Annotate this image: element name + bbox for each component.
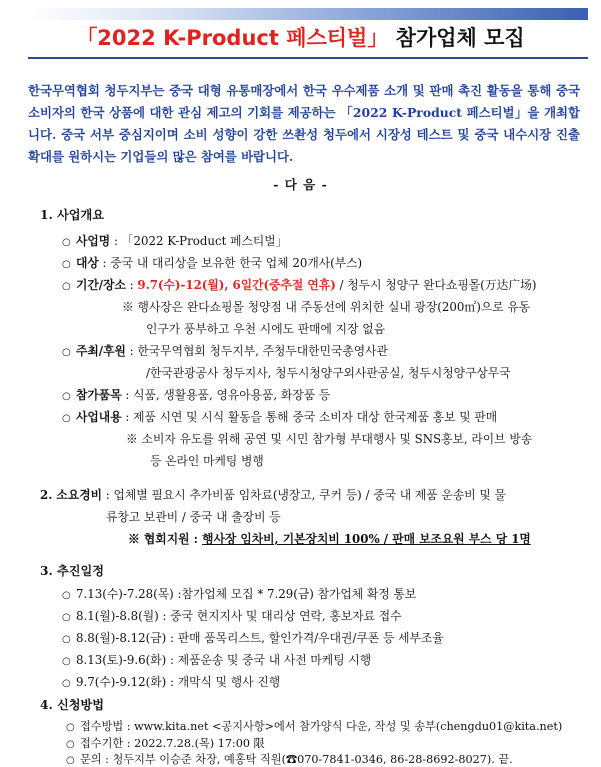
bullet-icon: ○ bbox=[66, 722, 75, 733]
bullet-icon: ○ bbox=[66, 755, 75, 766]
schedule-item bbox=[62, 607, 402, 624]
apply-item bbox=[66, 718, 562, 734]
s1-target-row bbox=[62, 254, 362, 271]
apply-item bbox=[66, 751, 513, 767]
s1-name-value: : 「2022 K-Product 페스티벌」 bbox=[110, 234, 288, 248]
s1-name-label: 사업명 bbox=[76, 234, 111, 248]
page-title bbox=[0, 22, 601, 52]
s1-period-place: / 청두시 청양구 완다쇼핑몰(万达广场) bbox=[335, 278, 537, 292]
s2-line2: 류창고 보관비 / 중국 내 출장비 등 bbox=[106, 510, 281, 524]
schedule-text: 8.13(토)-9.6(화) : 제품운송 및 중국 내 사전 마케팅 시행 bbox=[76, 653, 372, 667]
s1-period-label: 기간/장소 bbox=[76, 278, 126, 292]
s1-note1-line1: ※ 행사장은 완다쇼핑몰 청양점 내 주동선에 위치한 실내 광장(200㎡)으로 유동 bbox=[122, 300, 531, 314]
da-eum-heading: - 다 음 - bbox=[273, 177, 328, 192]
s1-host-line2: /한국관광공사 청두지사, 청두시청양구외사판공실, 청두시청양구상무국 bbox=[146, 366, 511, 380]
s2-support-label: ※ 협회지원 : bbox=[128, 532, 203, 546]
s1-note2-line1: ※ 소비자 유도를 위해 공연 및 시민 참가형 부대행사 및 SNS홍보, 라이브 방송 bbox=[126, 432, 533, 446]
title-black: 참가업체 모집 bbox=[395, 26, 525, 50]
apply-text: 문의 : 청두지부 이승준 차장, 예홍탁 직원(☎070-7841-0346, 86-28-8692-8027). 끝. bbox=[80, 753, 513, 766]
s2-line1: : 업체별 필요시 추가비품 임차료(냉장고, 쿠커 등) / 중국 내 제품 운송비 및 물 bbox=[102, 488, 506, 502]
s1-items-label: 참가품목 bbox=[76, 388, 122, 402]
s1-biz-label: 사업내용 bbox=[76, 410, 122, 424]
s1-note2-line2: 등 온라인 마케팅 병행 bbox=[150, 454, 264, 468]
bullet-icon: ○ bbox=[62, 634, 71, 645]
section-4-heading: 4. 신청방법 bbox=[40, 698, 105, 712]
s1-host-row bbox=[62, 342, 388, 359]
s1-host-line1: : 한국무역협회 청두지부, 주청두대한민국총영사관 bbox=[125, 344, 388, 358]
schedule-text: 8.1(월)-8.8(월) : 중국 현지지사 및 대리상 연락, 홍보자료 접수 bbox=[76, 609, 402, 623]
bullet-icon: ○ bbox=[62, 237, 71, 248]
schedule-item bbox=[62, 629, 444, 646]
schedule-item bbox=[62, 585, 416, 602]
s1-biz-value: : 제품 시연 및 시식 활동을 통해 중국 소비자 대상 한국제품 홍보 및 판매 bbox=[121, 410, 498, 424]
bullet-icon: ○ bbox=[62, 391, 71, 402]
bullet-icon: ○ bbox=[62, 612, 71, 623]
bullet-icon: ○ bbox=[62, 590, 71, 601]
schedule-text: 8.8(월)-8.12(금) : 판매 품목리스트, 할인가격/우대권/쿠폰 등 세부조율 bbox=[76, 631, 444, 645]
s1-items-value: : 식품, 생활용품, 영유아용품, 화장품 등 bbox=[121, 388, 331, 402]
bullet-icon: ○ bbox=[62, 259, 71, 270]
s1-biz-row bbox=[62, 408, 497, 425]
bullet-icon: ○ bbox=[66, 739, 75, 750]
bullet-icon: ○ bbox=[62, 656, 71, 667]
s1-name-row bbox=[62, 232, 288, 249]
section-2-row bbox=[40, 486, 506, 503]
bullet-icon: ○ bbox=[62, 413, 71, 424]
schedule-item bbox=[62, 673, 280, 690]
apply-item bbox=[66, 735, 265, 751]
section-1-heading: 1. 사업개요 bbox=[40, 208, 105, 222]
bullet-icon: ○ bbox=[62, 678, 71, 689]
s1-period-sep: : bbox=[125, 278, 138, 292]
s1-target-value: : 중국 내 대리상을 보유한 한국 업체 20개사(부스) bbox=[98, 256, 363, 270]
header-gradient-bar bbox=[28, 8, 588, 20]
schedule-text: 7.13(수)-7.28(목) :참가업체 모집 * 7.29(금) 참가업체 확정 통보 bbox=[76, 587, 417, 601]
apply-text: 접수방법 : www.kita.net <공지사항>에서 참가양식 다운, 작성 및 송부(chengdu01@kita.net) bbox=[80, 720, 563, 733]
s2-support-row bbox=[128, 530, 531, 547]
s1-note1-line2: 인구가 풍부하고 우천 시에도 판매에 지장 없음 bbox=[146, 322, 386, 336]
s1-items-row bbox=[62, 386, 330, 403]
apply-text: 접수기한 : 2022.7.28.(목) 17:00 限 bbox=[80, 737, 265, 750]
intro-paragraph: 한국무역협회 청두지부는 중국 대형 유통매장에서 한국 우수제품 소개 및 판매 촉진 활동을 통해 중국 소비자의 한국 상품에 대한 관심 제고의 기회를 제공하는 「2022 K-Product 페스티벌」을 개최합니다. 중국 서부 중심지이며 소비 성향이 강한 쓰촨성 청두에서 시장성 테스트 및 중국 내수시장 진출 확대를 원하시는 기업들의 많은 참여를 바랍니다. bbox=[28, 83, 580, 164]
s2-support-value: 행사장 임차비, 기본장치비 100% / 판매 보조요원 부스 당 1명 bbox=[202, 532, 531, 546]
schedule-item bbox=[62, 651, 371, 668]
s1-host-label: 주최/후원 bbox=[76, 344, 126, 358]
bullet-icon: ○ bbox=[62, 281, 71, 292]
section-3-heading: 3. 추진일정 bbox=[40, 564, 105, 578]
schedule-text: 9.7(수)-9.12(화) : 개막식 및 행사 진행 bbox=[76, 675, 281, 689]
s1-period-row bbox=[62, 276, 537, 293]
section-2-heading: 2. 소요경비 bbox=[40, 488, 103, 502]
s1-period-dates: 9.7(수)-12(월), 6일간(중추절 연휴) bbox=[137, 278, 336, 292]
bullet-icon: ○ bbox=[62, 347, 71, 358]
title-red: 「2022 K-Product 페스티벌」 bbox=[76, 26, 389, 50]
title-underline bbox=[28, 57, 588, 59]
s1-target-label: 대상 bbox=[76, 256, 99, 270]
